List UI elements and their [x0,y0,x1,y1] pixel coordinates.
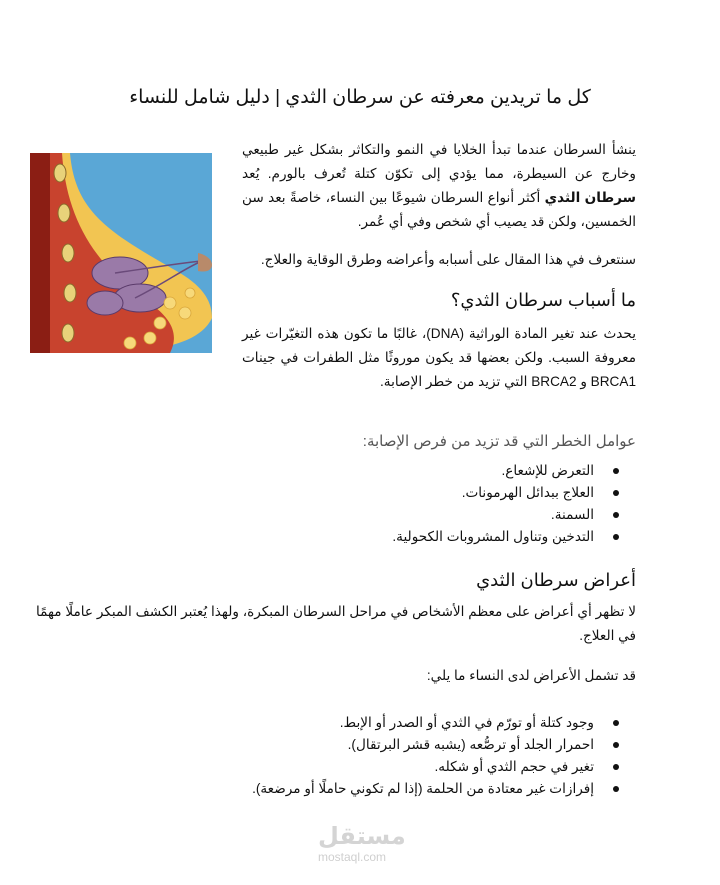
list-item [392,504,594,526]
list-item-text: إفرازات غير معتادة من الحلمة (إذا لم تكوني حاملًا أو مرضعة). [252,781,594,796]
list-item [252,756,594,778]
intro-bold-term: سرطان الثدي [544,190,636,205]
intro-paragraph [242,138,636,234]
list-item [392,526,594,548]
symptoms-subheading: قد تشمل الأعراض لدى النساء ما يلي: [426,668,636,683]
causes-paragraph: يحدث عند تغير المادة الوراثية (DNA)، غالبًا ما تكون هذه التغيّرات غير معروفة السبب. ولكن بعضها قد يكون موروثًا مثل الطفرات في جينات BRCA1 و BRCA2 التي تزيد من خطر الإصابة. [242,326,636,389]
breast-anatomy-illustration [30,153,212,353]
watermark-logo: مستقل [318,823,406,850]
bullet-icon [613,786,619,792]
list-item-text: التعرض للإشعاع. [501,463,594,478]
list-item-text: السمنة. [550,507,594,522]
symptoms-paragraph: لا تظهر أي أعراض على معظم الأشخاص في مراحل السرطان المبكرة، ولهذا يُعتبر الكشف المبكر عاملًا مهمًا في العلاج. [36,604,636,643]
risk-factors-list [392,460,594,548]
list-item [392,460,594,482]
list-item [252,712,594,734]
list-item-text: احمرار الجلد أو ترصُّعه (يشبه قشر البرتقال). [347,737,594,752]
list-item-text: التدخين وتناول المشروبات الكحولية. [392,529,594,544]
bullet-icon [613,720,619,726]
risk-factors-heading: عوامل الخطر التي قد تزيد من فرص الإصابة: [362,433,636,450]
causes-heading: ما أسباب سرطان الثدي؟ [450,290,636,310]
intro-text-part2: أكثر أنواع السرطان شيوعًا بين النساء، خاصةً بعد سن الخمسين، ولكن قد يصيب أي شخص وفي أي عُمر. [242,190,636,229]
list-item [252,734,594,756]
symptoms-list [252,712,594,800]
bullet-icon [613,512,619,518]
intro-summary: سنتعرف في هذا المقال على أسبابه وأعراضه وطرق الوقاية والعلاج. [260,252,636,267]
list-item-text: وجود كتلة أو تورّم في الثدي أو الصدر أو الإبط. [339,715,594,730]
watermark-site: mostaql.com [318,850,387,864]
bullet-icon [613,742,619,748]
symptoms-heading: أعراض سرطان الثدي [476,570,636,590]
bullet-icon [613,468,619,474]
list-item [392,482,594,504]
bullet-icon [613,490,619,496]
bullet-icon [613,764,619,770]
page-title: كل ما تريدين معرفته عن سرطان الثدي | دليل شامل للنساء [129,87,591,108]
intro-text-part1: ينشأ السرطان عندما تبدأ الخلايا في النمو والتكاثر بشكل غير طبيعي وخارج عن السيطرة، مما يؤدي إلى تكوّن كتلة تُعرف بالورم. يُعد [242,142,636,181]
list-item-text: تغير في حجم الثدي أو شكله. [434,759,594,774]
list-item-text: العلاج ببدائل الهرمونات. [461,485,594,500]
bullet-icon [613,534,619,540]
list-item [252,778,594,800]
